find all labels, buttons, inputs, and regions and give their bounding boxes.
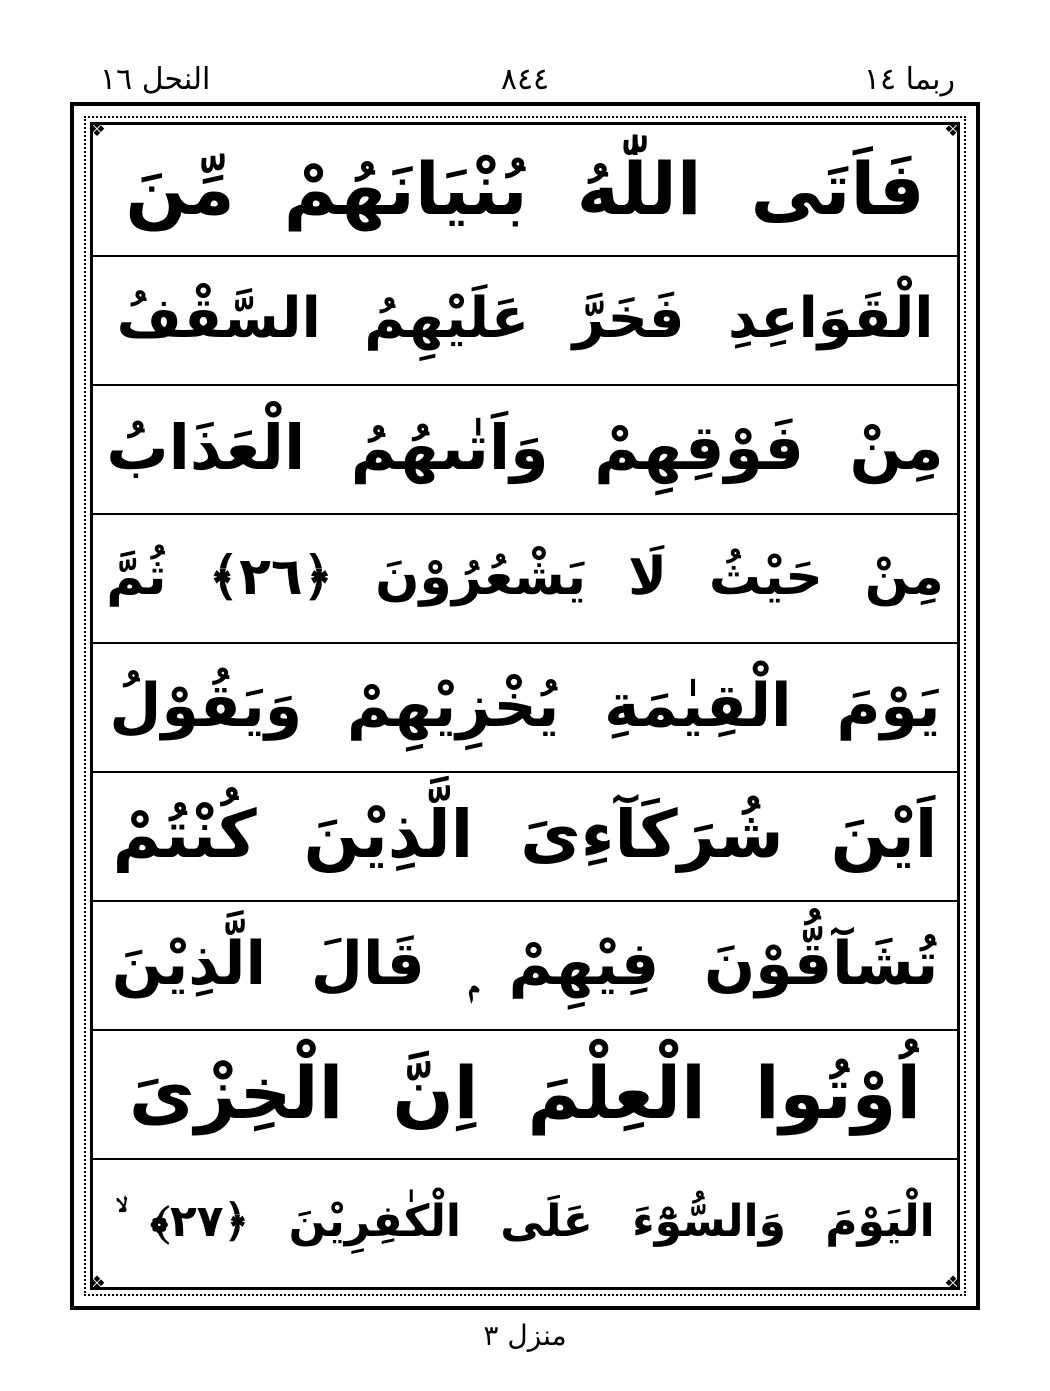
verse-lines bbox=[92, 126, 958, 1288]
verse-text: الْيَوْمَ وَالسُّوْٓءَ عَلَى الْكٰفِرِيْنَ ﴿٢٧﴾ ۙ bbox=[115, 1196, 935, 1247]
verse-text: اُوْتُوا الْعِلْمَ اِنَّ الْخِزْىَ bbox=[128, 1051, 922, 1135]
verse-line bbox=[92, 1029, 958, 1155]
page-header bbox=[80, 62, 970, 102]
corner-ornament-icon: ❖ bbox=[944, 1271, 962, 1295]
verse-line bbox=[92, 642, 958, 768]
verse-line bbox=[92, 126, 958, 252]
corner-ornament-icon: ❖ bbox=[944, 117, 962, 141]
verse-text: مِنْ حَيْثُ لَا يَشْعُرُوْنَ ﴿٢٦﴾ ثُمَّ bbox=[106, 547, 944, 607]
verse-text: يَوْمَ الْقِيٰمَةِ يُخْزِيْهِمْ وَيَقُوْلُ bbox=[109, 671, 941, 741]
verse-line bbox=[92, 1158, 958, 1284]
verse-line bbox=[92, 900, 958, 1026]
verse-line bbox=[92, 771, 958, 897]
verse-line bbox=[92, 384, 958, 510]
verse-text: الْقَوَاعِدِ فَخَرَّ عَلَيْهِمُ السَّقْفُ bbox=[116, 286, 934, 351]
verse-line bbox=[92, 255, 958, 381]
surah-name: النحل ١٦ bbox=[100, 62, 211, 97]
verse-text: تُشَآقُّوْنَ فِيْهِمْ ۭ قَالَ الَّذِيْنَ bbox=[111, 929, 939, 999]
verse-text: مِنْ فَوْقِهِمْ وَاَتٰىهُمُ الْعَذَابُ bbox=[106, 411, 944, 484]
juz-name: ربما ١٤ bbox=[863, 62, 955, 97]
page-number: ٨٤٤ bbox=[500, 62, 550, 97]
verse-text: اَيْنَ شُرَكَآءِىَ الَّذِيْنَ كُنْتُمْ bbox=[112, 796, 938, 873]
corner-ornament-icon: ❖ bbox=[88, 117, 106, 141]
manzil-footer: منزل ٣ bbox=[483, 1319, 567, 1352]
verse-text: فَاَتَى اللّٰهُ بُنْيَانَهُمْ مِّنَ bbox=[125, 147, 925, 231]
verse-line bbox=[92, 513, 958, 639]
corner-ornament-icon: ❖ bbox=[88, 1271, 106, 1295]
